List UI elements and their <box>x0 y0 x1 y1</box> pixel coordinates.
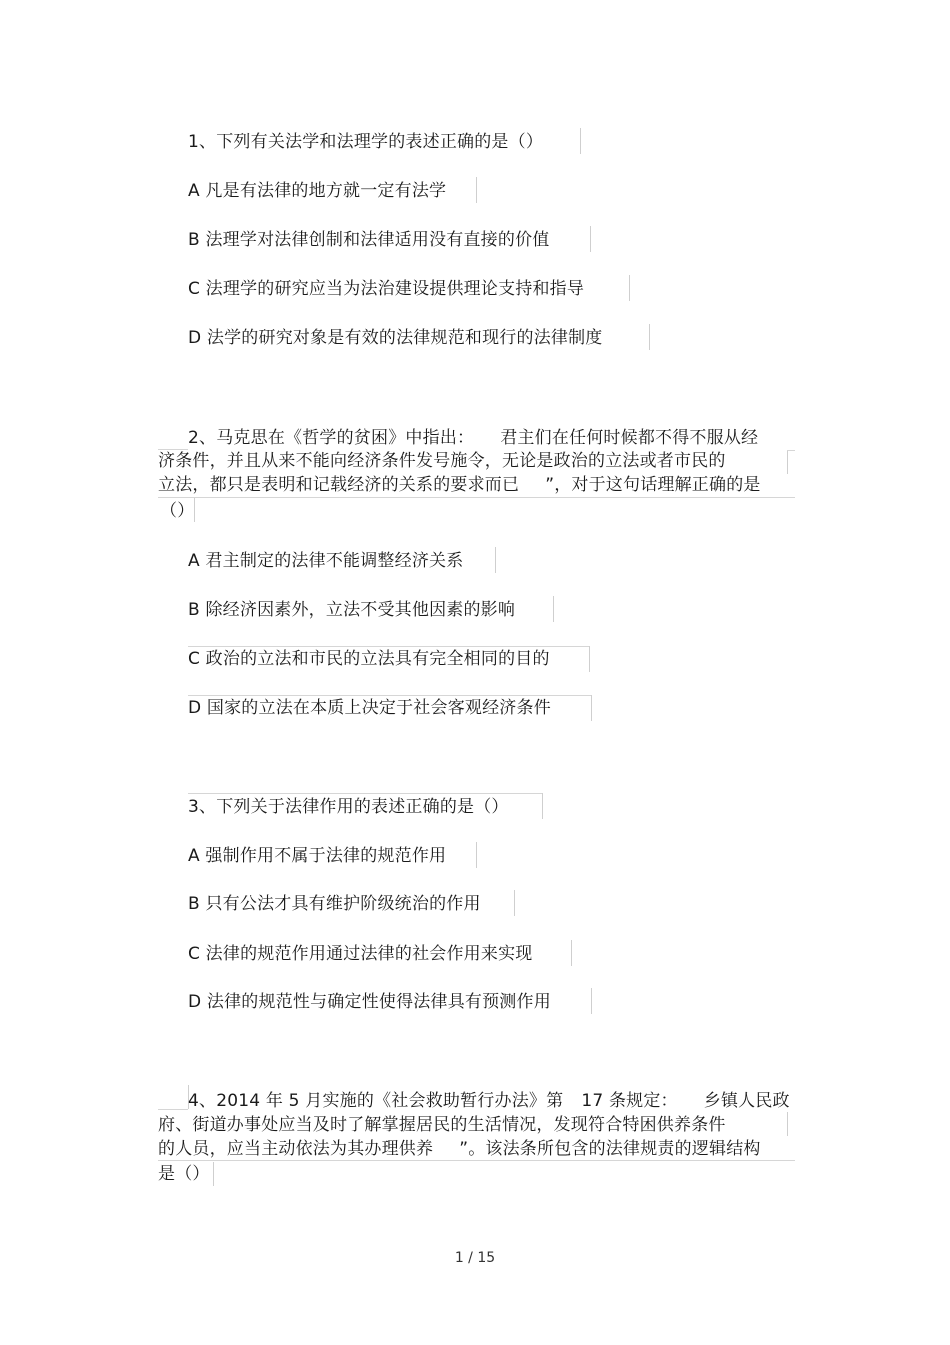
question-1-option-d: D 法学的研究对象是有效的法律规范和现行的法律制度 <box>188 328 603 348</box>
question-3-option-c: C 法律的规范作用通过法律的社会作用来实现 <box>188 944 533 964</box>
question-2-stem-line-4: （） <box>160 501 195 521</box>
divider <box>213 1162 214 1186</box>
stem-text: ”，对于这句话理解正确的是 <box>545 475 761 495</box>
question-1-stem: 1、下列有关法学和法理学的表述正确的是（） <box>188 132 544 152</box>
divider <box>158 497 795 498</box>
divider <box>649 324 650 350</box>
question-4-stem-line-4: 是（） <box>158 1164 210 1184</box>
divider <box>188 695 592 696</box>
question-2-option-c: C 政治的立法和市民的立法具有完全相同的目的 <box>188 649 550 669</box>
question-2-stem-line-1 <box>188 427 758 449</box>
question-2-option-a: A 君主制定的法律不能调整经济关系 <box>188 551 464 571</box>
question-2-stem-line-2: 济条件，并且从来不能向经济条件发号施令，无论是政治的立法或者市民的 <box>158 451 726 471</box>
divider <box>787 450 788 474</box>
stem-text: 立法，都只是表明和记载经济的关系的要求而已 <box>158 475 520 495</box>
divider <box>158 1109 188 1110</box>
divider <box>476 177 477 203</box>
page-number: 1 / 15 <box>454 1250 496 1266</box>
divider <box>591 695 592 721</box>
divider <box>787 1112 788 1136</box>
divider <box>188 793 543 794</box>
divider <box>591 988 592 1014</box>
divider <box>580 128 581 154</box>
divider <box>514 890 515 916</box>
stem-text: 4、2014 年 5 月实施的《社会救助暂行办法》第 <box>188 1091 564 1111</box>
question-2-option-b: B 除经济因素外，立法不受其他因素的影响 <box>188 600 516 620</box>
divider <box>571 940 572 966</box>
stem-text: 乡镇人民政 <box>703 1091 790 1111</box>
divider <box>589 646 590 672</box>
stem-text: 2、马克思在《哲学的贫困》中指出： <box>188 428 475 448</box>
divider <box>188 646 590 647</box>
divider <box>476 842 477 868</box>
question-2-stem-line-3 <box>158 474 761 496</box>
question-3-option-d: D 法律的规范性与确定性使得法律具有预测作用 <box>188 992 551 1012</box>
question-1-option-c: C 法理学的研究应当为法治建设提供理论支持和指导 <box>188 279 585 299</box>
divider <box>553 596 554 622</box>
question-2-option-d: D 国家的立法在本质上决定于社会客观经济条件 <box>188 698 551 718</box>
divider <box>542 793 543 819</box>
question-4-stem-line-2: 府、街道办事处应当及时了解掌握居民的生活情况，发现符合特困供养条件 <box>158 1115 726 1135</box>
divider <box>787 450 795 451</box>
question-3-stem: 3、下列关于法律作用的表述正确的是（） <box>188 797 509 817</box>
question-3-option-a: A 强制作用不属于法律的规范作用 <box>188 846 447 866</box>
question-3-option-b: B 只有公法才具有维护阶级统治的作用 <box>188 894 481 914</box>
divider <box>495 547 496 573</box>
stem-text: ”。该法条所包含的法律规责的逻辑结构 <box>459 1139 761 1159</box>
question-1-option-b: B 法理学对法律创制和法律适用没有直接的价值 <box>188 230 550 250</box>
divider <box>158 1160 795 1161</box>
question-1-option-a: A 凡是有法律的地方就一定有法学 <box>188 181 447 201</box>
stem-text: 君主们在任何时候都不得不服从经 <box>500 428 759 448</box>
stem-text: 的人员，应当主动依法为其办理供养 <box>158 1139 434 1159</box>
divider <box>194 498 195 522</box>
divider <box>629 275 630 301</box>
question-4-stem-line-3 <box>158 1138 761 1160</box>
question-4-stem-line-1 <box>188 1090 790 1112</box>
stem-text: 17 条规定： <box>581 1091 678 1111</box>
divider <box>590 226 591 252</box>
